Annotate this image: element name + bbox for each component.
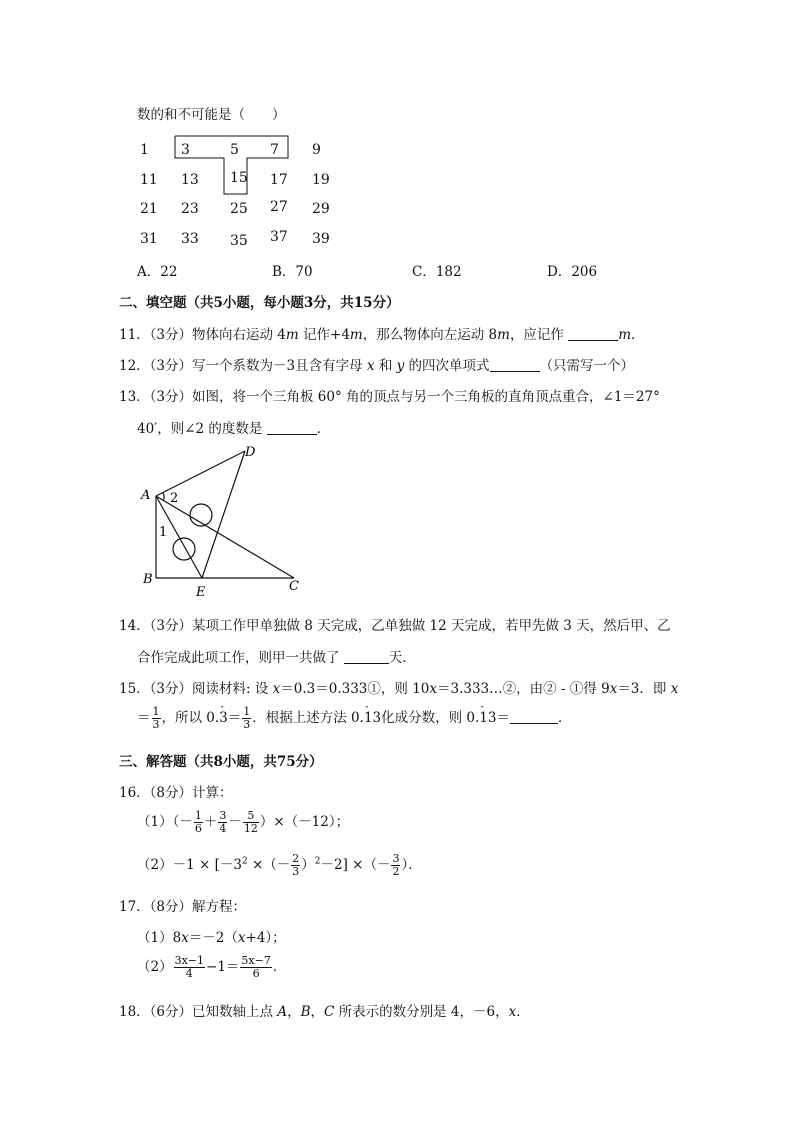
- label-c: C: [289, 579, 299, 594]
- option-c: C．182: [412, 264, 462, 280]
- option-b: B．70: [272, 264, 313, 280]
- option-a: A．22: [137, 264, 178, 280]
- question-13-line2: 40′，则∠2 的度数是 ．: [137, 421, 331, 437]
- grid-cell: 35: [230, 233, 248, 249]
- question-11: 11．（3分）物体向右运动 4m 记作+4m，那么物体向左运动 8m，应记作 m．: [119, 327, 645, 343]
- question-17-part2: （2） $\frac{3x-1}{4}$ −1＝ $\frac{5x-7}{6}$ ．: [137, 954, 287, 980]
- q10-stem: 数的和不可能是（ ）: [137, 107, 286, 123]
- question-16-part1: （1）（－ $\frac{1}{6}$ ＋ $\frac{3}{4}$ － $\frac{5}{12}$ ）×（－12）；: [137, 809, 350, 835]
- question-17-part1: （1）8x＝－2（x+4）；: [137, 930, 286, 946]
- grid-cell: 13: [181, 172, 199, 188]
- question-15-line2: ＝ $\frac{1}{3}$ ，所以 0.3 ·＝ $\frac{1}{3}$ ．根据上述方法 0.13 ·化成分数，则 0.13 ·＝ ．: [137, 706, 571, 731]
- grid-cell: 11: [140, 172, 158, 188]
- label-a: A: [141, 488, 151, 503]
- question-16-title: 16．（8分）计算：: [119, 785, 233, 801]
- grid-cell: 3: [181, 142, 190, 158]
- grid-cell: 15: [230, 170, 248, 186]
- question-14-line1: 14．（3分）某项工作甲单独做 8 天完成，乙单独做 12 天完成，若甲先做 3 天，然后甲、乙: [119, 618, 671, 634]
- grid-cell: 25: [230, 201, 248, 217]
- question-17-title: 17．（8分）解方程：: [119, 899, 247, 915]
- grid-cell: 1: [140, 142, 149, 158]
- grid-cell: 21: [140, 201, 158, 217]
- grid-cell: 5: [230, 142, 239, 158]
- grid-cell: 19: [312, 172, 330, 188]
- question-15-line1: 15．（3分）阅读材料: 设 x＝0.3＝0.333①，则 10x＝3.333…②，由② - ①得 9x＝3．即 x: [119, 681, 679, 697]
- grid-cell: 39: [312, 231, 330, 247]
- question-16-part2: $(2)-1 \times [-3^2$ ×（－ $\frac{2}{3}$ ）$^2$－2] ×（－ $\frac{3}{2}$ ）．: [137, 852, 422, 878]
- question-14-line2: 合作完成此项工作，则甲一共做了 天．: [137, 650, 416, 666]
- label-e: E: [196, 585, 206, 600]
- option-d: D．206: [547, 264, 598, 280]
- label-d: D: [245, 445, 256, 460]
- grid-cell: 7: [270, 142, 279, 158]
- question-12: 12．（3分）写一个系数为－3且含有字母 x 和 y 的四次单项式 （只需写一个）: [119, 358, 635, 374]
- grid-cell: 29: [312, 201, 330, 217]
- grid-cell: 9: [312, 142, 321, 158]
- label-2: 2: [170, 491, 179, 506]
- grid-cell: 37: [270, 229, 288, 245]
- question-18: 18．（6分）已知数轴上点 A，B，C 所表示的数分别是 4，－6，x．: [119, 1004, 530, 1020]
- question-13-line1: 13．（3分）如图，将一个三角板 60° 角的顶点与另一个三角板的直角顶点重合，∠1＝27°: [119, 389, 660, 405]
- grid-cell: 33: [181, 231, 199, 247]
- label-b: B: [143, 572, 153, 587]
- grid-cell: 17: [270, 172, 288, 188]
- section-2-title: 二、填空题（共5小题，每小题3分，共15分）: [119, 295, 400, 311]
- label-1: 1: [159, 525, 168, 540]
- grid-cell: 27: [270, 199, 288, 215]
- section-3-title: 三、解答题（共8小题，共75分）: [119, 754, 323, 770]
- grid-cell: 23: [181, 201, 199, 217]
- grid-cell: 31: [140, 231, 158, 247]
